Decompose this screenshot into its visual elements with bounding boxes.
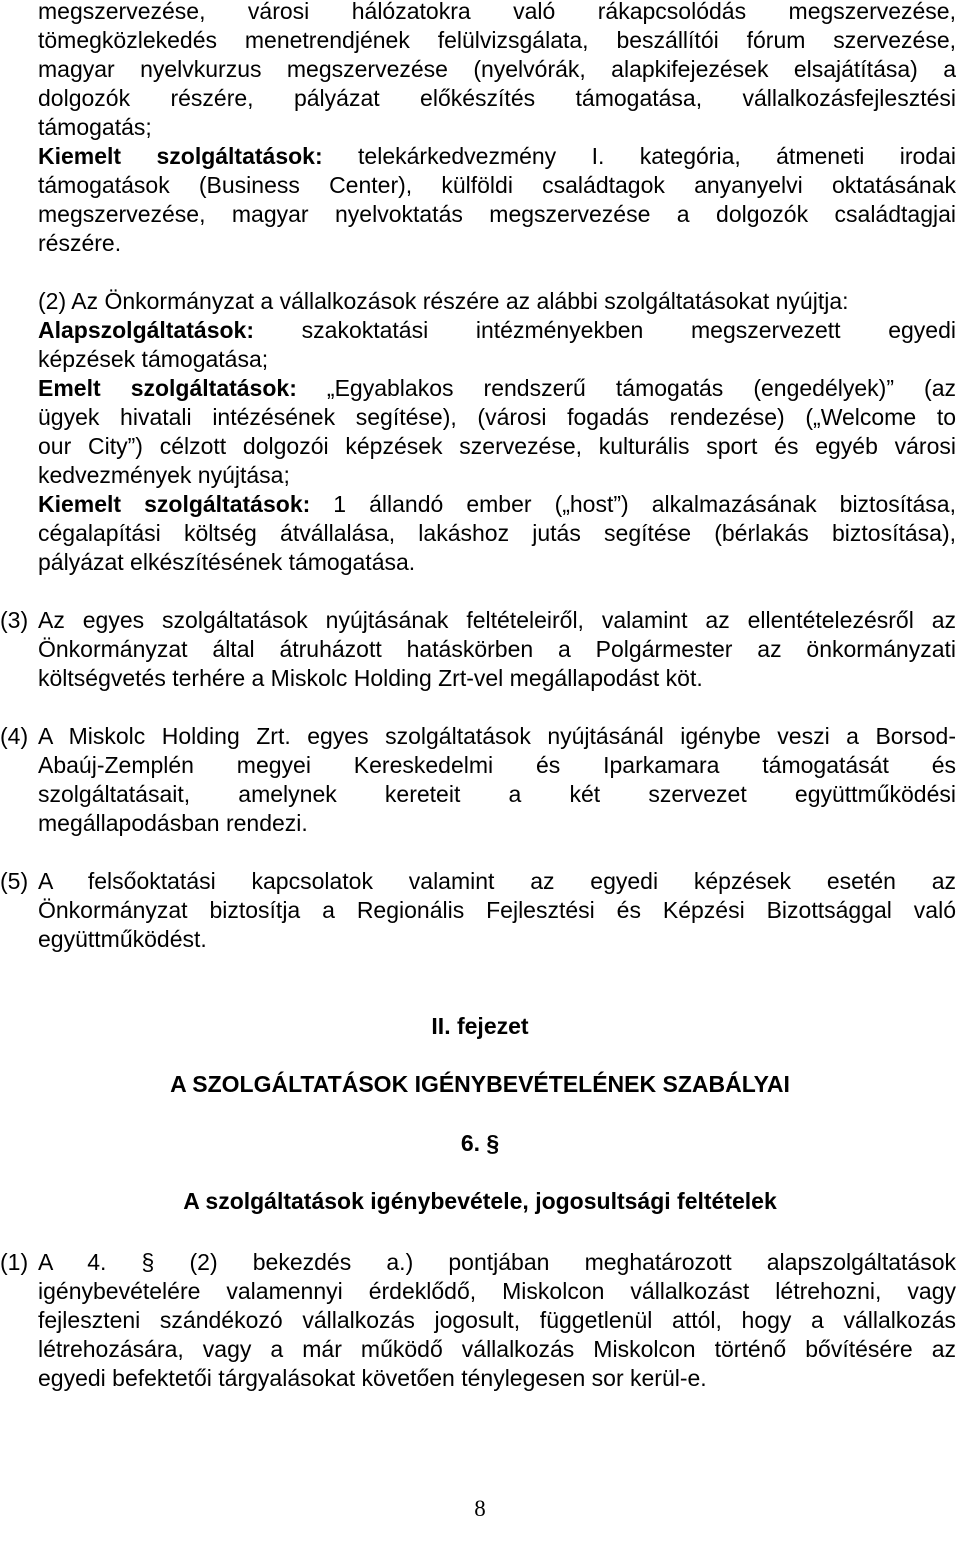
text-run: 1 állandó ember („host”) alkalmazásának biztosítása, [310,491,956,517]
text-line: A 4. § (2) bekezdés a.) pontjában meghatározott alapszolgáltatások [38,1249,956,1275]
paragraph-label: (4) [0,723,29,749]
text-line: képzések támogatása; [38,346,269,372]
text-line: támogatások (Business Center), külföldi családtagok anyanyelvi oktatásának [38,172,956,198]
text-line [38,490,956,519]
text-run: szakoktatási intézményekben megszervezett egyedi [254,317,956,343]
text-line: költségvetés terhére a Miskolc Holding Zrt-vel megállapodást köt. [38,665,703,691]
text-line: our City”) célzott dolgozói képzések szervezése, kulturális sport és egyéb városi [38,433,956,459]
bold-label: Kiemelt szolgáltatások: [38,491,311,517]
text-line: megszervezése, magyar nyelvoktatás megszervezése a dolgozók családtagjai [38,201,956,227]
bold-label: Emelt szolgáltatások: [38,375,297,401]
text-line: Az egyes szolgáltatások nyújtásának feltételeiről, valamint az ellentételezésről az [38,607,956,633]
page-number: 8 [474,1496,486,1521]
text-line [38,374,956,403]
text-line: tömegközlekedés menetrendjének felülvizsgálata, beszállítói fórum szervezése, [38,27,956,53]
text-line: cégalapítási költség átvállalása, lakáshoz jutás segítése (bérlakás biztosítása), [38,520,956,546]
text-line: Önkormányzat által átruházott hatáskörben a Polgármester az önkormányzati [38,636,956,662]
text-line [38,316,956,345]
text-line: fejleszteni szándékozó vállalkozás jogosult, függetlenül attól, hogy a vállalkozás [38,1307,956,1333]
text-line: dolgozók részére, pályázat előkészítés támogatása, vállalkozásfejlesztési [38,85,956,111]
text-line: megszervezése, városi hálózatokra való rákapcsolódás megszervezése, [38,0,956,24]
text-line: igénybevételére valamennyi érdeklődő, Miskolcon vállalkozást létrehozni, vagy [38,1278,956,1304]
text-line: támogatás; [38,114,152,140]
text-line: pályázat elkészítésének támogatása. [38,549,416,575]
text-line: együttműködést. [38,926,207,952]
text-line [38,142,956,171]
bold-label: Kiemelt szolgáltatások: [38,143,323,169]
chapter-number: II. fejezet [431,1013,529,1039]
text-line: A Miskolc Holding Zrt. egyes szolgáltatások nyújtásánál igénybe veszi a Borsod- [38,723,956,749]
text-line: részére. [38,230,122,256]
text-line: ügyek hivatali intézésének segítése), (városi fogadás rendezése) („Welcome to [38,404,956,430]
text-run: „Egyablakos rendszerű támogatás (engedélyek)” (az [296,375,956,401]
text-line: megállapodásban rendezi. [38,810,308,836]
paragraph-label: (3) [0,607,29,633]
bold-label: Alapszolgáltatások: [38,317,254,343]
text-line: magyar nyelvkurzus megszervezése (nyelvórák, alapkifejezések elsajátítása) a [38,56,956,82]
section-title: A szolgáltatások igénybevétele, jogosultsági feltételek [183,1188,777,1214]
text-line: létrehozására, vagy a már működő vállalkozás Miskolcon történő bővítésére az [38,1336,956,1362]
text-line: kedvezmények nyújtása; [38,462,290,488]
text-line: Abaúj-Zemplén megyei Kereskedelmi és Iparkamara támogatását és [38,752,956,778]
chapter-title: A SZOLGÁLTATÁSOK IGÉNYBEVÉTELÉNEK SZABÁLYAI [170,1071,790,1097]
text-line: A felsőoktatási kapcsolatok valamint az egyedi képzések esetén az [38,868,956,894]
section-number: 6. § [460,1130,500,1156]
text-run: telekárkedvezmény I. kategória, átmeneti irodai [322,143,956,169]
paragraph-label: (1) [0,1249,29,1275]
text-line: egyedi befektetői tárgyalásokat követően ténylegesen sor kerül-e. [38,1365,707,1391]
text-line: Önkormányzat biztosítja a Regionális Fejlesztési és Képzési Bizottsággal való [38,897,956,923]
paragraph-label: (5) [0,868,29,894]
text-line: (2) Az Önkormányzat a vállalkozások részére az alábbi szolgáltatásokat nyújtja: [38,288,849,314]
text-line: szolgáltatásait, amelynek kereteit a két szervezet együttműködési [38,781,956,807]
